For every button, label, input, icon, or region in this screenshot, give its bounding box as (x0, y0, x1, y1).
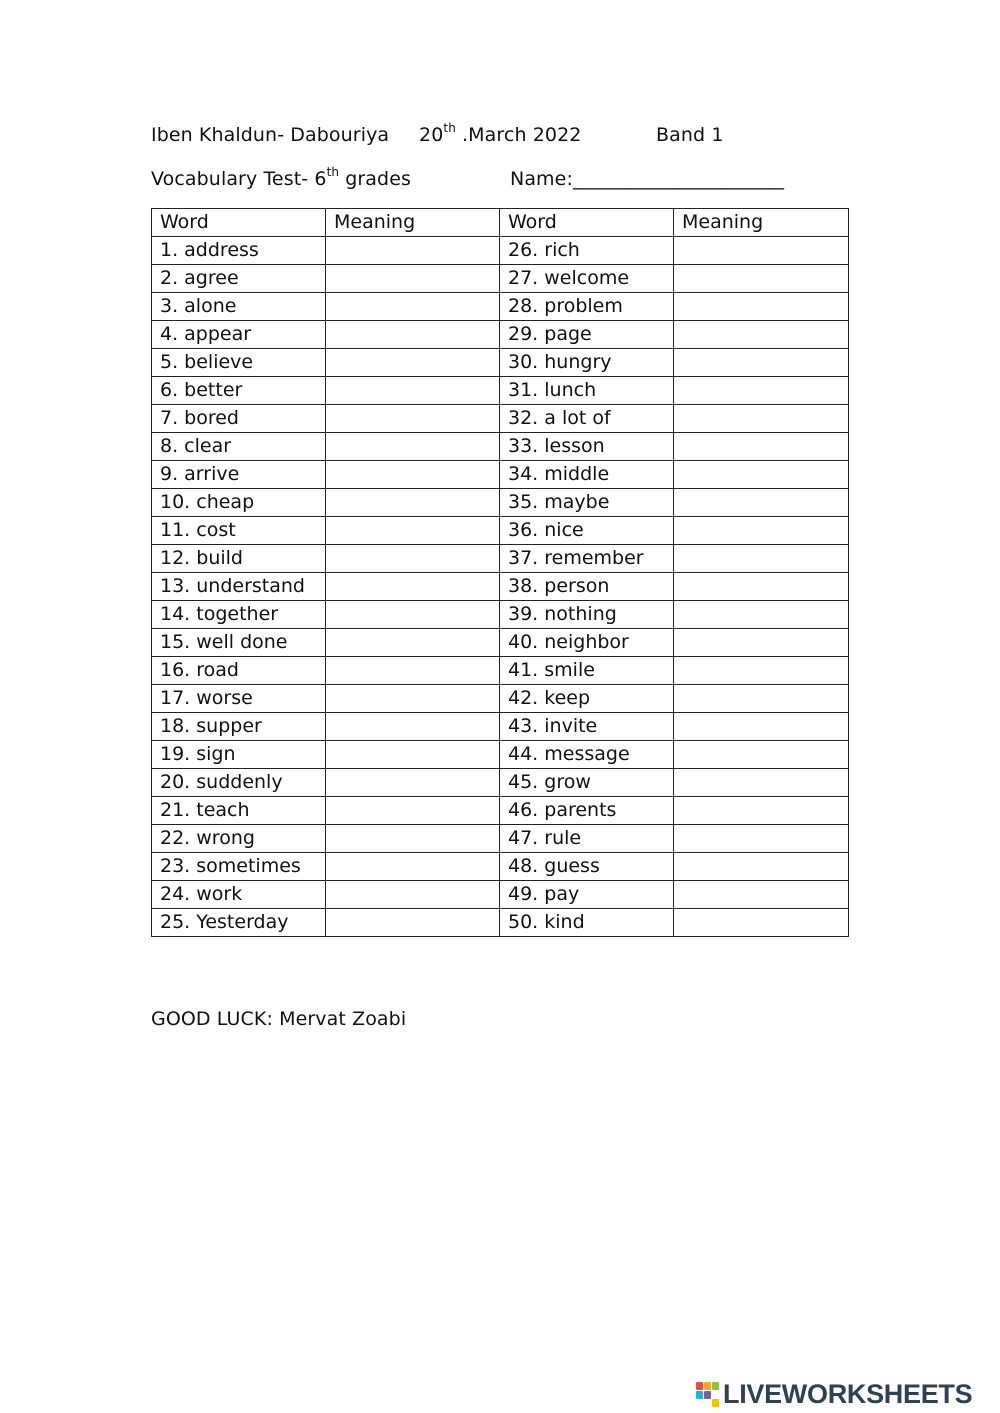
logo-square (712, 1382, 719, 1390)
name-field[interactable]: Name:______________________ (510, 168, 785, 190)
word-cell-left: 7. bored (152, 405, 326, 433)
meaning-cell-left[interactable] (326, 853, 500, 881)
meaning-cell-right[interactable] (674, 601, 849, 629)
word-cell-left: 21. teach (152, 797, 326, 825)
word-cell-right: 39. nothing (500, 601, 674, 629)
word-cell-left: 24. work (152, 881, 326, 909)
test-title-main: Vocabulary Test- 6 (151, 168, 327, 190)
word-cell-right: 42. keep (500, 685, 674, 713)
word-cell-right: 32. a lot of (500, 405, 674, 433)
meaning-cell-left[interactable] (326, 909, 500, 937)
test-title-suffix: th (326, 165, 340, 179)
liveworksheets-logo-icon (696, 1380, 720, 1408)
table-row (152, 405, 849, 433)
word-cell-left: 14. together (152, 601, 326, 629)
meaning-cell-left[interactable] (326, 461, 500, 489)
word-cell-left: 25. Yesterday (152, 909, 326, 937)
meaning-cell-left[interactable] (326, 293, 500, 321)
meaning-cell-right[interactable] (674, 237, 849, 265)
meaning-cell-right[interactable] (674, 377, 849, 405)
meaning-cell-right[interactable] (674, 629, 849, 657)
logo-square (696, 1391, 703, 1399)
meaning-cell-left[interactable] (326, 237, 500, 265)
word-cell-left: 17. worse (152, 685, 326, 713)
word-cell-left: 13. understand (152, 573, 326, 601)
meaning-cell-left[interactable] (326, 657, 500, 685)
meaning-cell-right[interactable] (674, 433, 849, 461)
table-row (152, 573, 849, 601)
table-row (152, 685, 849, 713)
table-row (152, 433, 849, 461)
word-cell-right: 41. smile (500, 657, 674, 685)
table-row (152, 293, 849, 321)
meaning-cell-left[interactable] (326, 349, 500, 377)
table-row (152, 797, 849, 825)
table-row (152, 321, 849, 349)
meaning-cell-left[interactable] (326, 545, 500, 573)
word-cell-left: 16. road (152, 657, 326, 685)
date-day: 20 (419, 124, 444, 146)
word-cell-right: 36. nice (500, 517, 674, 545)
meaning-cell-right[interactable] (674, 825, 849, 853)
meaning-cell-right[interactable] (674, 461, 849, 489)
word-cell-left: 11. cost (152, 517, 326, 545)
meaning-cell-left[interactable] (326, 321, 500, 349)
word-cell-left: 18. supper (152, 713, 326, 741)
word-cell-right: 38. person (500, 573, 674, 601)
word-cell-left: 8. clear (152, 433, 326, 461)
liveworksheets-logo (696, 1378, 972, 1410)
word-cell-right: 29. page (500, 321, 674, 349)
meaning-cell-right[interactable] (674, 713, 849, 741)
logo-square (712, 1399, 719, 1407)
logo-square (704, 1382, 711, 1390)
meaning-cell-right[interactable] (674, 909, 849, 937)
header-meaning-right: Meaning (674, 209, 849, 237)
meaning-cell-left[interactable] (326, 741, 500, 769)
meaning-cell-left[interactable] (326, 825, 500, 853)
logo-square (696, 1382, 703, 1390)
table-row (152, 545, 849, 573)
meaning-cell-left[interactable] (326, 601, 500, 629)
table-row (152, 489, 849, 517)
table-row (152, 349, 849, 377)
word-cell-left: 22. wrong (152, 825, 326, 853)
word-cell-left: 23. sometimes (152, 853, 326, 881)
meaning-cell-left[interactable] (326, 489, 500, 517)
table-row (152, 461, 849, 489)
meaning-cell-left[interactable] (326, 797, 500, 825)
meaning-cell-left[interactable] (326, 405, 500, 433)
word-cell-right: 46. parents (500, 797, 674, 825)
meaning-cell-right[interactable] (674, 265, 849, 293)
meaning-cell-left[interactable] (326, 517, 500, 545)
meaning-cell-right[interactable] (674, 293, 849, 321)
table-row (152, 237, 849, 265)
word-cell-right: 31. lunch (500, 377, 674, 405)
meaning-cell-right[interactable] (674, 657, 849, 685)
word-cell-left: 12. build (152, 545, 326, 573)
word-cell-right: 27. welcome (500, 265, 674, 293)
word-cell-right: 34. middle (500, 461, 674, 489)
meaning-cell-right[interactable] (674, 573, 849, 601)
word-cell-left: 9. arrive (152, 461, 326, 489)
word-cell-left: 15. well done (152, 629, 326, 657)
band-label: Band 1 (656, 124, 724, 146)
meaning-cell-right[interactable] (674, 517, 849, 545)
meaning-cell-left[interactable] (326, 433, 500, 461)
word-cell-left: 19. sign (152, 741, 326, 769)
word-cell-right: 49. pay (500, 881, 674, 909)
vocabulary-table (151, 208, 849, 937)
table-row (152, 517, 849, 545)
table-row (152, 265, 849, 293)
table-row (152, 601, 849, 629)
table-row (152, 853, 849, 881)
meaning-cell-left[interactable] (326, 629, 500, 657)
meaning-cell-left[interactable] (326, 573, 500, 601)
word-cell-right: 45. grow (500, 769, 674, 797)
table-row (152, 713, 849, 741)
word-cell-left: 6. better (152, 377, 326, 405)
meaning-cell-right[interactable] (674, 489, 849, 517)
word-cell-right: 47. rule (500, 825, 674, 853)
meaning-cell-right[interactable] (674, 321, 849, 349)
word-cell-left: 2. agree (152, 265, 326, 293)
footer-note: GOOD LUCK: Mervat Zoabi (151, 1008, 407, 1030)
word-cell-right: 48. guess (500, 853, 674, 881)
word-cell-right: 35. maybe (500, 489, 674, 517)
meaning-cell-right[interactable] (674, 349, 849, 377)
word-cell-right: 28. problem (500, 293, 674, 321)
logo-square (704, 1391, 711, 1399)
word-cell-left: 4. appear (152, 321, 326, 349)
table-header-row (152, 209, 849, 237)
header-word-right: Word (500, 209, 674, 237)
meaning-cell-right[interactable] (674, 741, 849, 769)
meaning-cell-right[interactable] (674, 405, 849, 433)
word-cell-left: 20. suddenly (152, 769, 326, 797)
test-title-end: grades (339, 168, 411, 190)
word-cell-left: 1. address (152, 237, 326, 265)
meaning-cell-right[interactable] (674, 685, 849, 713)
table-row (152, 909, 849, 937)
word-cell-right: 40. neighbor (500, 629, 674, 657)
meaning-cell-left[interactable] (326, 685, 500, 713)
meaning-cell-left[interactable] (326, 769, 500, 797)
test-title (151, 165, 411, 190)
test-date (419, 121, 582, 146)
word-cell-right: 50. kind (500, 909, 674, 937)
date-suffix: th (443, 121, 456, 135)
date-rest: .March 2022 (455, 124, 582, 146)
word-cell-left: 10. cheap (152, 489, 326, 517)
word-cell-right: 44. message (500, 741, 674, 769)
table-row (152, 769, 849, 797)
header-word-left: Word (152, 209, 326, 237)
table-row (152, 657, 849, 685)
meaning-cell-left[interactable] (326, 265, 500, 293)
word-cell-right: 30. hungry (500, 349, 674, 377)
table-row (152, 629, 849, 657)
header-meaning-left: Meaning (326, 209, 500, 237)
meaning-cell-left[interactable] (326, 881, 500, 909)
word-cell-left: 5. believe (152, 349, 326, 377)
word-cell-right: 37. remember (500, 545, 674, 573)
word-cell-right: 43. invite (500, 713, 674, 741)
meaning-cell-right[interactable] (674, 769, 849, 797)
word-cell-right: 26. rich (500, 237, 674, 265)
table-row (152, 741, 849, 769)
meaning-cell-left[interactable] (326, 713, 500, 741)
table-row (152, 881, 849, 909)
logo-text: LIVEWORKSHEETS (723, 1378, 973, 1409)
meaning-cell-right[interactable] (674, 797, 849, 825)
meaning-cell-right[interactable] (674, 545, 849, 573)
meaning-cell-left[interactable] (326, 377, 500, 405)
word-cell-right: 33. lesson (500, 433, 674, 461)
table-row (152, 377, 849, 405)
table-row (152, 825, 849, 853)
meaning-cell-right[interactable] (674, 853, 849, 881)
word-cell-left: 3. alone (152, 293, 326, 321)
meaning-cell-right[interactable] (674, 881, 849, 909)
school-name: Iben Khaldun- Dabouriya (151, 124, 390, 146)
